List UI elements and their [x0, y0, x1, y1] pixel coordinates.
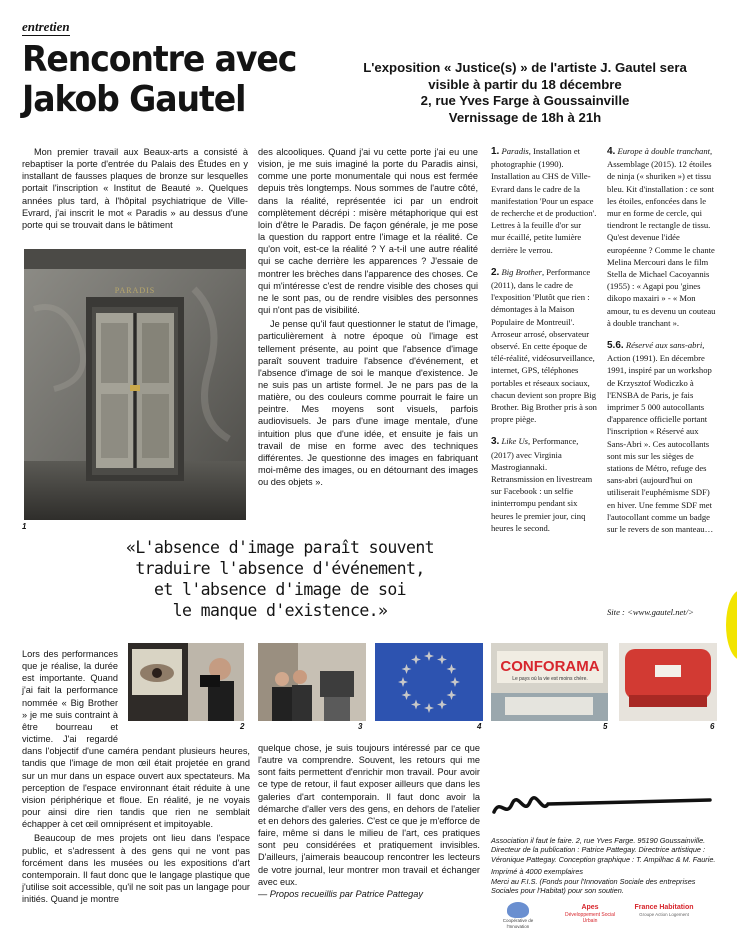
col2-paragraph-2: Je pense qu'il faut questionner le statut de l'image, particulièrement à notre époque où l'image est tellement présente, au point que l'absence d'image paraît souvent traduire l'absence d'événement, et l'absence d'image de soi le manque d'existence. Je ne suis pas un artiste formel. Je ne pars pas de la matière, ou des couleurs comme pourrait le faire un peintre. Mes moyens sont visuels, parfois audiovisuels. Je pars d'une image mentale, d'une intuition plus que d'une idée, et ensuite je fais un travail de mise en forme avec des techniques différentes. Je questionne des images en fabriquant moi-même des images, ou en détournant des images ou des objets ». — [258, 319, 478, 488]
europe-stars-illustration — [375, 643, 483, 721]
photo-conforama — [491, 643, 608, 721]
pull-quote: «L'absence d'image paraît souvent traduire l'absence d'événement, et l'absence d'image de soi le manque d'existence.» — [125, 538, 435, 620]
subhead-line-3: 2, rue Yves Farge à Goussainville — [420, 93, 630, 108]
photo-5-number: 5 — [603, 722, 608, 731]
note-item: 2. Big Brother, Performance (2011), dans le cadre de l'exposition 'Plutôt que rien : démontages à la Maison Populaire de Montreuil'. Arroseur arrosé, observateur observé. En cette époque de télé-réalité, vidéosurveillance, internet, GPS, téléphones portables et réseaux sociaux, chacun devient son propre Big Brother. Big Brother pris à son propre piège. — [491, 266, 597, 425]
bottom-col2-paragraph: quelque chose, je suis toujours intéressé par ce que l'autre va comprendre. Souvent, les retours qui me sont faits permettent d'enrichir mon travail. Pour avoir ce type de retour, il faut exposer ailleurs que dans les galeries d'art contemporain. Il faut donc avoir la démarche d'aller vers des gens, en dehors de l'atelier et en dehors des galeries. C'est ce que je m'efforce de faire, même si dans le milieu de l'art, ces pratiques sont peu considérées et pratiquement invisibles. D'ailleurs, j'aimerais beaucoup rencontrer les lecteurs de votre journal, leur montrer mon travail et échanger avec eux. — [258, 743, 480, 887]
photo-2-number: 2 — [240, 722, 245, 731]
photo-3-number: 3 — [358, 722, 363, 731]
subhead-line-4: Vernissage de 18h à 21h — [448, 109, 602, 125]
door-inscription: PARADIS — [114, 286, 156, 295]
photo-1-number: 1 — [22, 522, 27, 531]
section-kicker: entretien — [22, 19, 70, 34]
subhead-line-2: visible à partir du 18 décembre — [428, 76, 622, 92]
logo-france-habitation: France Habitation Groupe Action Logement — [634, 904, 694, 917]
website-link[interactable]: <www.gautel.net/> — [627, 607, 694, 617]
title-line-1: Rencontre avec — [22, 39, 297, 80]
photo-like-us — [258, 643, 366, 721]
note-item: 5.6. Réservé aux sans-abri, Action (1991). En décembre 1991, inspiré par un workshop de Krzysztof Wodiczko à l'ENSBA de Paris, je fais imprimer 5 000 autocollants d'apparence officielle portant l'inscription « Réservé aux Sans-Abri ». Ces autocollants sont mis sur les sièges de stations de Métro, refuge des sans-abri (aujourd'hui on utiliserait l'euphémisme SDF) en hiver. Une femme SDF met l'autocollant comme un badge sur le revers de son manteau… — [607, 340, 714, 535]
door-illustration — [24, 249, 246, 520]
bottom-col1-paragraph-1: Lors des performances que je réalise, la durée est importante. Quand j'ai fait la performance nommée « Big Brother » je me suis contraint à être bourreau et victime. J'ai regardé dans l'objectif d'une caméra pendant plusieurs heures, tandis que l'image de mon œil était projetée en grand sur un mur dans un espace ouvert aux spectateurs. Ma perception de l'espace environnant était réduite à une vision périphérique et floue. En réalité, je ne voyais pour ainsi dire rien tandis que rien ne semblait échapper à cet œil omniprésent et impitoyable. — [22, 649, 250, 830]
note-item: 3. Like Us, Performance, (2017) avec Virginia Mastrogiannaki. Retransmission en livestream sur Facebook : un selfie ininterrompu pendant six heures le premier jour, cinq heures le second. — [491, 436, 593, 533]
photo-paradis-door — [24, 249, 246, 520]
notes-left-column — [491, 145, 597, 544]
like-us-illustration — [258, 643, 366, 721]
article-title — [22, 40, 316, 120]
publication-credits: Association il faut le faire. 2, rue Yves Farge. 95190 Goussainville. Directeur de la publication : Patrice Pattegay. Directrice artistique : Véronique Pattegay. Conception graphique : T. Ampilhac & M. Faurie. Imprimé à 4000 exemplaires Merci au F.I.S. (Fonds pour l'Innovation Sociale des entreprises Sociales pour l'Habitat) pour son soutien. — [491, 836, 716, 896]
bottom-column-2 — [258, 742, 480, 900]
col2-paragraph-1: des alcooliques. Quand j'ai vu cette porte j'ai eu une vision, je me suis imaginé la porte du Paradis ainsi, comme une porte monumentale qui nous est fermée depuis très longtemps. Nous sommes de l'autre côté, dans la réalité, représentée ici par un endroit complètement décrépi : misère métaphorique qui est loin d'être le Paradis. De façon générale, je me pose la question du rapport entre l'image et la réalité. Ce qu'on voit, est-ce la réalité ? Y a-t-il une autre réalité qui se cache derrière les apparences ? J'essaie de montrer les brèches dans l'apparence des choses. Ce qui m'intéresse c'est de rendre visible des choses qui ne le sont pas, ou de rendre visibles des personnes qui n'ont pas de visibilité. — [258, 147, 478, 316]
conforama-slogan: Le pays où la vie est moins chère. — [512, 676, 588, 682]
logo-apes: Apes Développement Social Urbain — [564, 904, 616, 924]
column-2-text — [258, 146, 478, 488]
website-credit: Site : <www.gautel.net/> — [607, 607, 694, 617]
yellow-accent-shape — [726, 590, 737, 660]
bottom-column-1 — [22, 648, 250, 905]
photo-4-number: 4 — [477, 722, 482, 731]
intro-paragraph: Mon premier travail aux Beaux-arts a consisté à rebaptiser la porte d'entrée du Palais des Études en y installant de fausses plaques de bronze sur lesquelles portait l'inscription « Institut de Beauté ». Quelques années plus tard, à l'hôpital psychiatrique de Ville-Evrard, j'ai inscrit le mot « Paradis » au dessus d'une porte qui se trouvait dans le bâtiment — [22, 147, 248, 230]
photo-europe-flag — [375, 643, 483, 721]
photo-metro-seats — [619, 643, 717, 721]
notes-right-column — [607, 145, 717, 545]
conforama-sign-text: CONFORAMA — [500, 658, 600, 675]
exhibition-subhead — [336, 60, 714, 126]
logo-cooperative: Coopérative de l'Innovation — [494, 902, 542, 930]
subhead-line-1: L'exposition « Justice(s) » de l'artiste J. Gautel sera — [363, 60, 687, 75]
title-line-2: Jakob Gautel — [22, 79, 246, 120]
brush-squiggle-decoration — [490, 790, 720, 820]
note-item: 4. Europe à double tranchant, Assemblage (2015). 12 étoiles de ninja (« shuriken ») et tissu bleu. Kit d'installation : ce sont les étoiles, enfoncées dans le mur en forme de cercle, qui tiendront le rectangle de tissu. Qu'est devenue l'idée européenne ? Comme le chante Melina Mercouri dans le film Stella de Michael Cacoyannis (1955) : « Agapi pou 'gines dikopo maxairi » - « Mon amour, tu es devenu un couteau à double tranchant ». — [607, 146, 716, 328]
note-item: 1. Paradis, Installation et photographie (1990). Installation au CHS de Ville-Evrard dans le cadre de la manifestation 'Pour un espace de recherche et de production'. Lettres à la feuille d'or sur mur écaillé, petite lumière derrière le verrou. — [491, 146, 597, 255]
bottom-col1-paragraph-2: Beaucoup de mes projets ont lieu dans l'espace public, et s'adressent à des gens qui ne vont pas forcément dans les musées ou les expositions d'art contemporain. Il faut donc que le langage plastique que j'utilise soit accessible, qu'il ne soit pas un langage pour initiés. Quand je montre — [22, 833, 250, 905]
cooperative-logo-icon — [507, 902, 529, 918]
interview-signature: — Propos recueillis par Patrice Pattegay — [258, 888, 423, 899]
metro-seats-illustration — [619, 643, 717, 721]
conforama-illustration — [491, 643, 608, 721]
column-1-intro — [22, 146, 248, 231]
photo-6-number: 6 — [710, 722, 715, 731]
